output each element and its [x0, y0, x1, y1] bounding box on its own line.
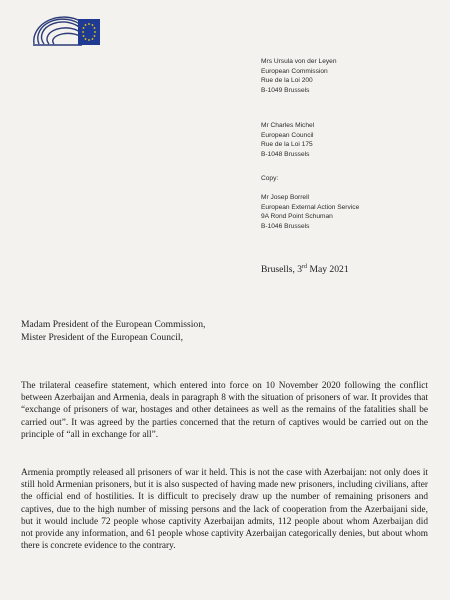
recipient-address-commission [261, 57, 441, 95]
address-line: European Council [261, 131, 314, 139]
address-line: B-1046 Brussels [261, 222, 310, 230]
date-ordinal-suffix: rd [302, 264, 308, 270]
address-line: European Commission [261, 67, 328, 75]
address-line: Mr Charles Michel [261, 122, 315, 129]
address-line: B-1049 Brussels [261, 86, 310, 94]
letter-date [261, 264, 349, 275]
copy-label: Copy: [261, 175, 279, 182]
address-line: 9A Rond Point Schuman [261, 213, 333, 221]
address-line: Mr Josep Borrell [261, 194, 310, 201]
address-line: Rue de la Loi 175 [261, 141, 313, 149]
address-line: European External Action Service [261, 203, 360, 211]
address-line: B-1048 Brussels [261, 150, 310, 158]
copy-address-eeas [261, 193, 441, 231]
recipient-address-council [261, 121, 441, 159]
address-line: Mrs Ursula von der Leyen [261, 58, 337, 65]
body-paragraph: Armenia promptly released all prisoners of war it held. This is not the case with Azerbaijan: not only does it still hold Armenian prisoners, but it is also suspected of having made new prisoners, including civilians, after the official end of hostilities. It is difficult to precisely draw up the number of remaining prisoners and captives, due to the high number of missing persons and the lack of cooperation from the Azerbaijani side, but it would include 72 people whose captivity Azerbaijan admits, 112 people about whom Azerbaijan did not provide any information, and 61 people whose captivity Azerbaijan categorically denies, but about whom there is concrete evidence to the contrary. [21, 468, 428, 552]
body-paragraph: The trilateral ceasefire statement, which entered into force on 10 November 2020 following the conflict between Azerbaijan and Armenia, deals in paragraph 8 with the situation of prisoners of war. It provides that “exchange of prisoners of war, hostages and other detainees as well as the remains of the fatalities shall be carried out”. It was agreed by the parties concerned that the return of captives would be carried out on the principle of “all in exchange for all”. [21, 381, 428, 440]
european-parliament-logo-icon [30, 14, 102, 48]
salutation-line: Mister President of the European Council, [21, 331, 183, 343]
address-line: Rue de la Loi 200 [261, 77, 313, 85]
date-rest: May 2021 [307, 264, 349, 275]
salutation-line: Madam President of the European Commission, [21, 319, 206, 330]
salutation [21, 319, 205, 344]
date-prefix: Brusells, 3 [261, 264, 303, 275]
